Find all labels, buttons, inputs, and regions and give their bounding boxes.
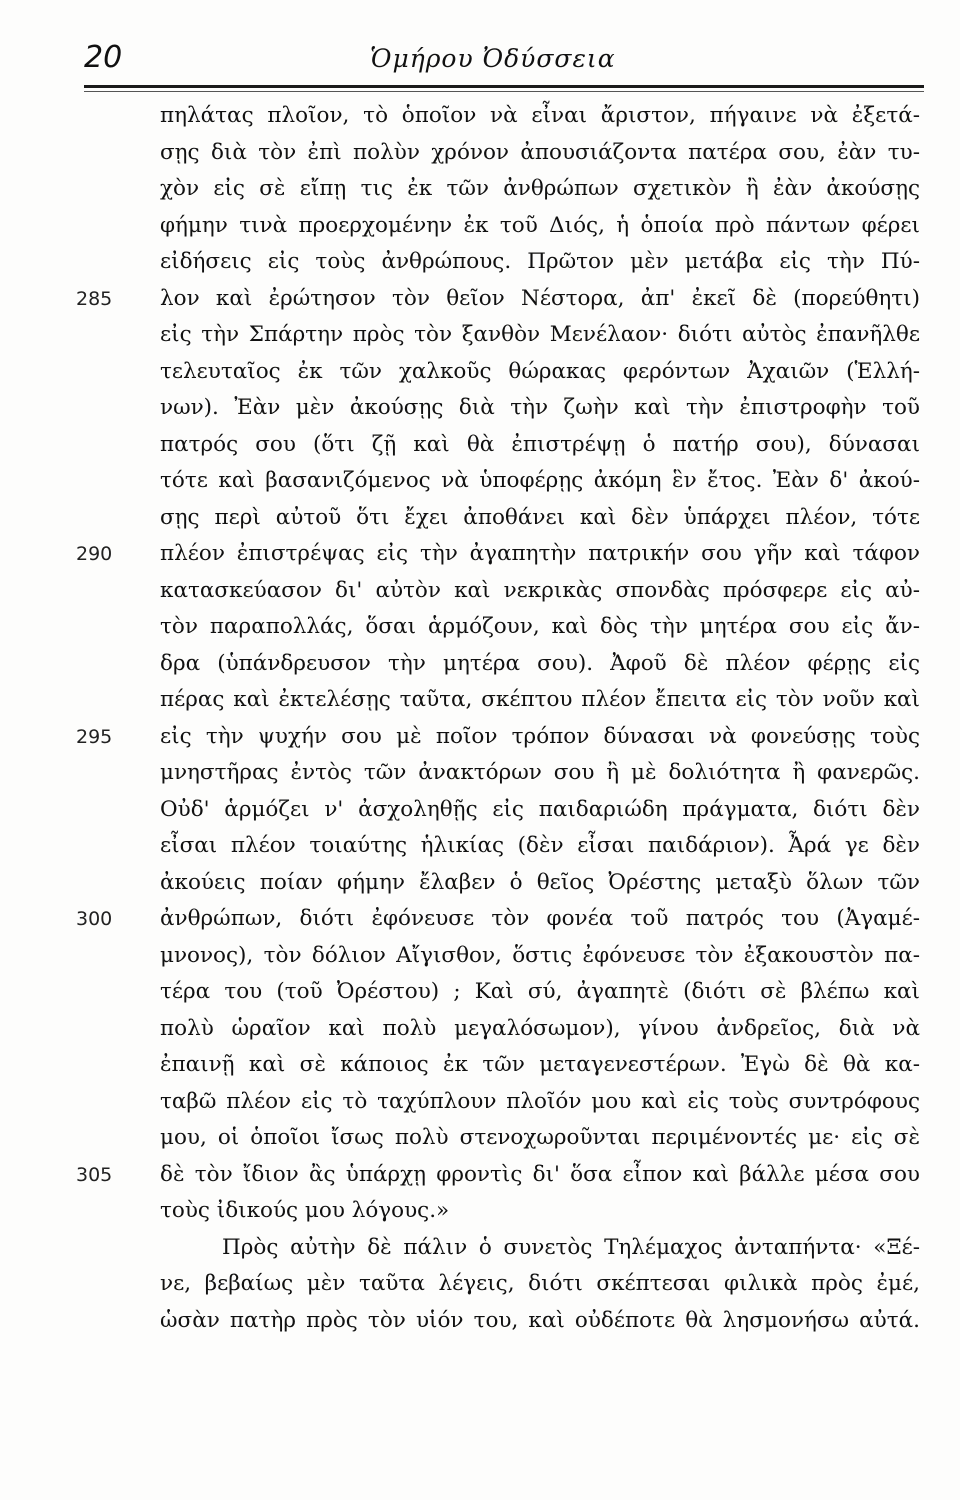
text-line (160, 171, 920, 208)
line-text: ἀνθρώπων, διότι ἐφόνευσε τὸν φονέα τοῦ πατρός του (Ἀγαμέ- (160, 906, 920, 931)
text-line (160, 1084, 920, 1121)
text-line (160, 354, 920, 391)
line-text: εἰδήσεις εἰς τοὺς ἀνθρώπους. Πρῶτον μὲν μετάβα εἰς τὴν Πύ- (160, 249, 920, 274)
line-text: μου, οἱ ὁποῖοι ἴσως πολὺ στενοχωροῦνται περιμένοντές με· εἰς σὲ (160, 1125, 920, 1150)
text-line (76, 281, 920, 318)
line-text: πέρας καὶ ἐκτελέσῃς ταῦτα, σκέπτου πλέον ἔπειτα εἰς τὸν νοῦν καὶ (160, 687, 920, 712)
text-line (160, 974, 920, 1011)
text-line (160, 682, 920, 719)
text-line (160, 609, 920, 646)
line-text: μνονος), τὸν δόλιον Αἴγισθον, ὅστις ἐφόνευσε τὸν ἐξακουστὸν πα- (160, 942, 920, 968)
text-line (160, 1230, 920, 1267)
line-text: τέρα του (τοῦ Ὀρέστου) ; Καὶ σύ, ἀγαπητὲ (διότι σὲ βλέπω καὶ (160, 979, 920, 1004)
text-line (160, 98, 920, 135)
line-text: ἐπαινῇ καὶ σὲ κάποιος ἐκ τῶν μεταγενεστέρων. Ἐγὼ δὲ θὰ κα- (160, 1052, 920, 1077)
text-line (160, 390, 920, 427)
line-number: 295 (76, 725, 113, 748)
text-line (160, 427, 920, 464)
line-text: δρα (ὑπάνδρευσον τὴν μητέρα σου). Ἀφοῦ δὲ πλέον φέρῃς εἰς (160, 650, 920, 676)
text-line (160, 1047, 920, 1084)
text-line (160, 938, 920, 975)
line-text: φήμην τινὰ προερχομένην ἐκ τοῦ Διός, ἡ ὁποία πρὸ πάντων φέρει (160, 212, 920, 238)
text-line (160, 828, 920, 865)
line-text: δὲ τὸν ἴδιον ἂς ὑπάρχῃ φροντὶς δι' ὅσα εἶπον καὶ βάλλε μέσα σου (160, 1161, 920, 1187)
text-line (160, 1266, 920, 1303)
text-line (76, 1157, 920, 1194)
text-line (160, 244, 920, 281)
line-text: σῃς περὶ αὐτοῦ ὅτι ἔχει ἀποθάνει καὶ δὲν ὑπάρχει πλέον, τότε (160, 504, 920, 530)
text-line (160, 1193, 920, 1230)
line-text: Πρὸς αὐτὴν δὲ πάλιν ὁ συνετὸς Τηλέμαχος ἀνταπήντα· «Ξέ- (222, 1234, 920, 1260)
line-text: ὡσὰν πατὴρ πρὸς τὸν υἱόν του, καὶ οὐδέποτε θὰ λησμονήσω αὐτά. (160, 1307, 920, 1333)
text-line (160, 573, 920, 610)
line-text: μνηστῆρας ἐντὸς τῶν ἀνακτόρων σου ἢ μὲ δολιότητα ἢ φανερῶς. (160, 760, 920, 785)
text-line (160, 500, 920, 537)
text-line (76, 719, 920, 756)
line-text: εἰς τὴν ψυχήν σου μὲ ποῖον τρόπον δύνασαι νὰ φονεύσῃς τοὺς (160, 723, 920, 749)
line-number: 290 (76, 543, 113, 565)
line-text: τελευταῖος ἐκ τῶν χαλκοῦς θώρακας φερόντων Ἀχαιῶν (Ἑλλή- (160, 358, 920, 384)
line-text: χὸν εἰς σὲ εἴπῃ τις ἐκ τῶν ἀνθρώπων σχετικὸν ἢ ἐὰν ἀκούσῃς (160, 176, 920, 201)
line-text: Οὐδ' ἁρμόζει ν' ἀσχοληθῇς εἰς παιδαριώδη πράγματα, διότι δὲν (160, 796, 920, 822)
line-number: 305 (76, 1163, 113, 1186)
line-number: 285 (76, 287, 113, 310)
text-line (160, 317, 920, 354)
line-text: κατασκεύασον δι' αὐτὸν καὶ νεκρικὰς σπονδὰς πρόσφερε εἰς αὐ- (160, 577, 920, 603)
text-line (160, 1303, 920, 1340)
line-text: εἶσαι πλέον τοιαύτης ἡλικίας (δὲν εἶσαι παιδάριον). Ἆρά γε δὲν (160, 833, 920, 858)
line-text: εἰς τὴν Σπάρτην πρὸς τὸν ξανθὸν Μενέλαον· διότι αὐτὸς ἐπανῆλθε (160, 322, 920, 347)
line-text: πατρός σου (ὅτι ζῇ καὶ θὰ ἐπιστρέψῃ ὁ πατήρ σου), δύνασαι (160, 431, 920, 457)
text-line (160, 865, 920, 902)
text-line (160, 135, 920, 172)
text-line (76, 536, 920, 573)
header-rule (84, 85, 924, 88)
text-line (160, 463, 920, 500)
line-text: τοὺς ἰδικούς μου λόγους.» (160, 1198, 450, 1223)
line-number: 300 (76, 908, 113, 930)
text-line (160, 208, 920, 245)
body-text (76, 98, 920, 1339)
text-line (160, 755, 920, 792)
header-rule-thin (84, 91, 924, 92)
line-text: πλέον ἐπιστρέψας εἰς τὴν ἀγαπητὴν πατρικήν σου γῆν καὶ τάφον (160, 541, 920, 566)
line-text: νων). Ἐὰν μὲν ἀκούσῃς διὰ τὴν ζωὴν καὶ τὴν ἐπιστροφὴν τοῦ (160, 395, 920, 420)
page-number: 20 (84, 40, 123, 75)
text-line (76, 901, 920, 938)
line-text: τότε καὶ βασανιζόμενος νὰ ὑποφέρῃς ἀκόμη ἓν ἔτος. Ἐὰν δ' ἀκού- (160, 468, 920, 493)
line-text: λον καὶ ἐρώτησον τὸν θεῖον Νέστορα, ἀπ' ἐκεῖ δὲ (πορεύθητι) (160, 285, 920, 311)
line-text: ἀκούεις ποίαν φήμην ἔλαβεν ὁ θεῖος Ὀρέστης μεταξὺ ὅλων τῶν (160, 869, 920, 895)
text-line (160, 1011, 920, 1048)
text-line (160, 792, 920, 829)
line-text: πολὺ ὡραῖον καὶ πολὺ μεγαλόσωμον), γίνου ἀνδρεῖος, διὰ νὰ (160, 1015, 920, 1041)
text-line (160, 1120, 920, 1157)
line-text: νε, βεβαίως μὲν ταῦτα λέγεις, διότι σκέπτεσαι φιλικὰ πρὸς ἐμέ, (160, 1271, 920, 1296)
line-text: τὸν παραπολλάς, ὅσαι ἁρμόζουν, καὶ δὸς τὴν μητέρα σου εἰς ἄν- (160, 614, 920, 639)
running-title: Ὁμήρου Ὀδύσσεια (370, 44, 616, 73)
line-text: ταβῶ πλέον εἰς τὸ ταχύπλουν πλοῖόν μου καὶ εἰς τοὺς συντρόφους (160, 1088, 920, 1114)
line-text: πηλάτας πλοῖον, τὸ ὁποῖον νὰ εἶναι ἄριστον, πήγαινε νὰ ἐξετά- (160, 103, 920, 128)
line-text: σῃς διὰ τὸν ἐπὶ πολὺν χρόνον ἀπουσιάζοντα πατέρα σου, ἐὰν τυ- (160, 139, 920, 165)
text-line (160, 646, 920, 683)
